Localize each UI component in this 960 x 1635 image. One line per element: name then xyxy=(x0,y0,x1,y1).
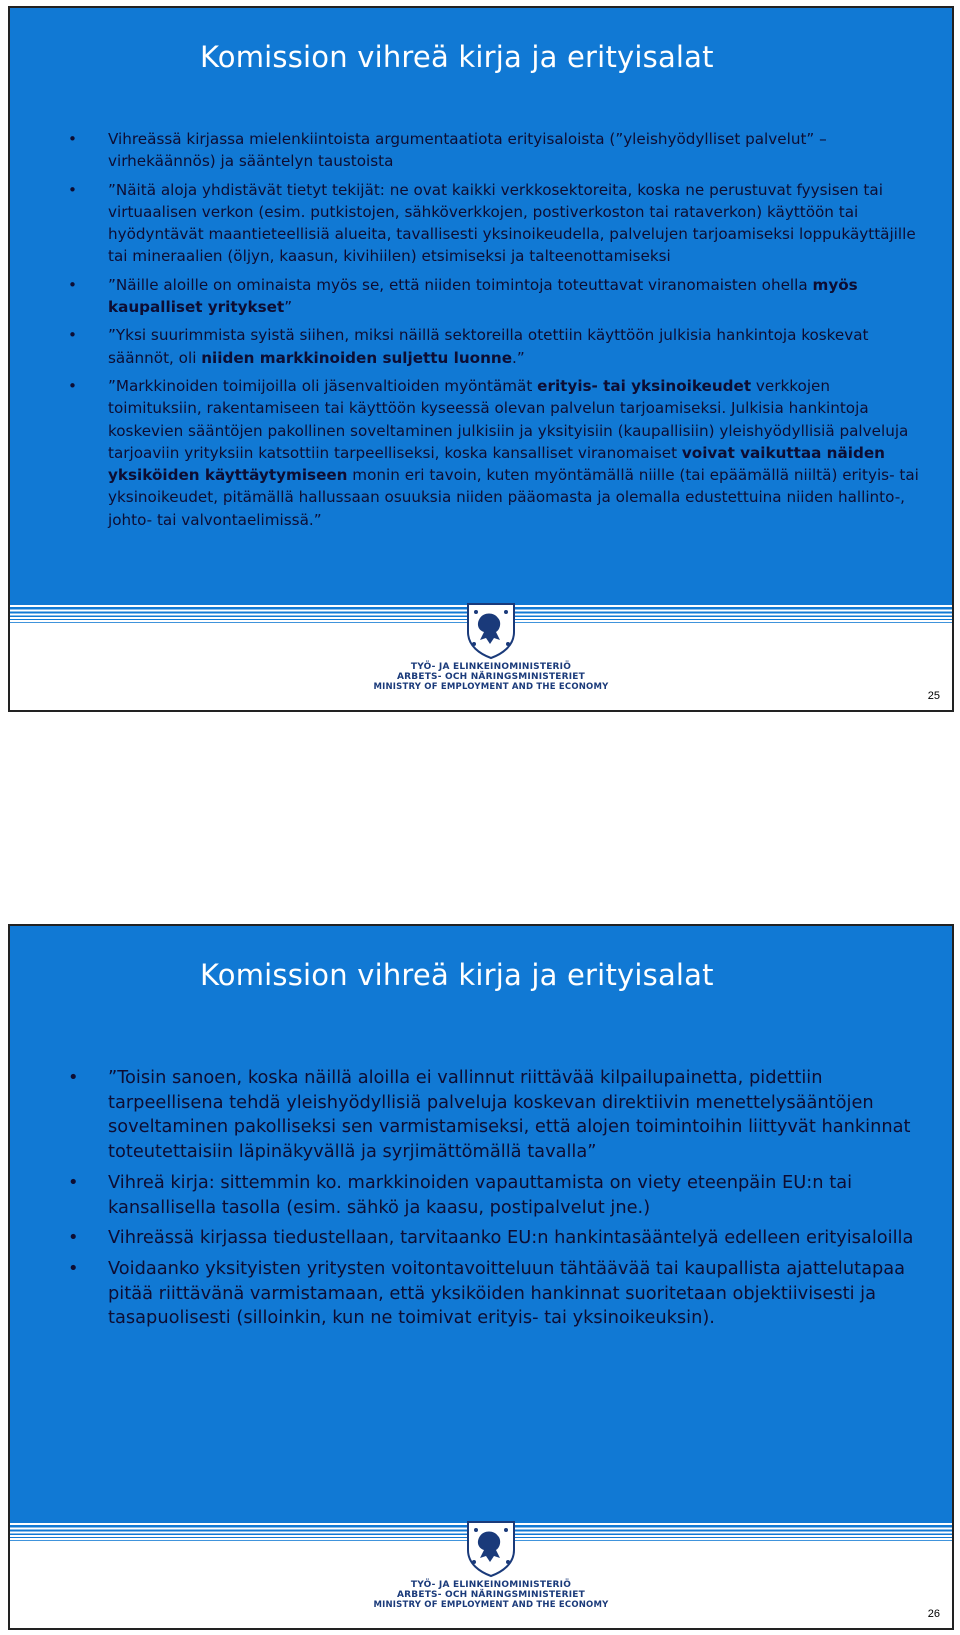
bullet-item: • ”Yksi suurimmista syistä siihen, miksi näillä sektoreilla otettiin käyttöön julkisia hankintoja koskevat säännöt, oli niiden markkinoiden suljettu luonne.” xyxy=(68,326,869,367)
bullet-dot-icon: • xyxy=(68,326,77,345)
bullet-dot-icon: • xyxy=(68,1171,79,1193)
bullet-dot-icon: • xyxy=(68,180,77,199)
emphasis-text: niiden markkinoiden suljettu luonne xyxy=(201,348,513,367)
bullet-list xyxy=(68,1066,924,1337)
bullet-dot-icon: • xyxy=(68,376,77,395)
bullet-item: • Vihreä kirja: sittemmin ko. markkinoiden vapauttamista on viety eteenpäin EU:n tai kansallisella tasolla (esim. sähkö ja kaasu, postipalvelut jne.) xyxy=(68,1171,853,1218)
bullet-item: • Vihreässä kirjassa mielenkiintoista argumentaatiota erityisaloista (”yleishyödylliset palvelut” – virhekäännös) ja sääntelyn taustoista xyxy=(68,130,827,171)
page-number: 26 xyxy=(927,1608,940,1620)
slide-title: Komission vihreä kirja ja erityisalat xyxy=(200,40,714,74)
emphasis-text: myös kaupalliset yritykset xyxy=(108,275,858,317)
bullet-item: • ”Näille aloille on ominaista myös se, että niiden toimintoja toteuttavat viranomaisten ohella myös kaupalliset yritykset” xyxy=(68,275,858,317)
bullet-item: • Voidaanko yksityisten yritysten voitontavoitteluun tähtäävää tai kaupallista ajattelutapaa pitää riittävänä varmistamaan, että yksiköiden hankinnat suoritetaan objektiivisesti ja tasapuolisesti (silloinkin, kun ne toimivat erityis- tai yksinoikeuksin). xyxy=(68,1257,906,1329)
bullet-list xyxy=(68,128,924,537)
bullet-dot-icon: • xyxy=(68,130,77,148)
ministry-logo: TYÖ- JA ELINKEINOMINISTERIÖ ARBETS- OCH NÄRINGSMINISTERIET MINISTRY OF EMPLOYMENT AND THE ECONOMY xyxy=(373,662,609,692)
slide-26 xyxy=(8,924,954,1630)
bullet-dot-icon: • xyxy=(68,275,77,294)
slide-title: Komission vihreä kirja ja erityisalat xyxy=(200,958,714,992)
bullet-item: • Vihreässä kirjassa tiedustellaan, tarvitaanko EU:n hankintasääntelyä edelleen erityisaloilla xyxy=(68,1226,924,1251)
finnish-lion-crest-icon xyxy=(460,1518,522,1580)
ministry-logo: TYÖ- JA ELINKEINOMINISTERIÖ ARBETS- OCH NÄRINGSMINISTERIET MINISTRY OF EMPLOYMENT AND THE ECONOMY xyxy=(373,1580,609,1610)
page-number: 25 xyxy=(927,690,940,702)
bullet-item: • ”Toisin sanoen, koska näillä aloilla ei vallinnut riittävää kilpailupainetta, pidettiin tarpeellisena tehdä yleishyödyllisiä palveluja koskevan direktiivin menettelysääntöjen soveltaminen pakolliseksi sen varmistamiseksi, että alojen toimintoihin liittyvät hankinnat toteutettaisiin läpinäkyvällä ja syrjimättömällä tavalla” xyxy=(68,1067,911,1163)
emphasis-text: erityis- tai yksinoikeudet xyxy=(537,376,752,395)
bullet-dot-icon: • xyxy=(68,1257,79,1279)
bullet-item: • ”Markkinoiden toimijoilla oli jäsenvaltioiden myöntämät erityis- tai yksinoikeudet verkkojen toimituksiin, rakentamiseen tai käyttöön kyseessä olevan palvelun tarjoamiseksi. Julkisia hankintoja koskevien sääntöjen pakollinen soveltaminen julkisiin ja yksityisiin (kaupallisiin) yleishyödyllisiä palveluja tarjoaviin yrityksiin katsottiin tarpeelliseksi, koska kansalliset viranomaiset voivat vaikuttaa näiden yksiköiden käyttäytymiseen monin eri tavoin, kuten myöntämällä niille (tai epäämällä niiltä) erityis- tai yksinoikeudet, pitämällä hallussaan osuuksia niiden pääomasta ja olemalla edustettuina niiden hallinto-, johto- tai valvontaelimissä.” xyxy=(68,376,919,529)
slide-25 xyxy=(8,6,954,712)
bullet-dot-icon: • xyxy=(68,1067,79,1088)
bullet-item: • ”Näitä aloja yhdistävät tietyt tekijät: ne ovat kaikki verkkosektoreita, koska ne perustuvat fyysisen tai virtuaalisen verkon (esim. putkistojen, sähköverkkojen, postiverkoston tai rataverkon) käyttöön tai hyödyntävät maantieteellisiä alueita, tavallisesti yksinoikeudella, palvelujen tarjoamiseksi loppukäyttäjille tai mineraalien (öljyn, kaasun, kivihiilen) etsimiseksi ja talteenottamiseksi xyxy=(68,180,916,266)
bullet-dot-icon: • xyxy=(68,1227,79,1249)
finnish-lion-crest-icon xyxy=(460,600,522,662)
emphasis-text: voivat vaikuttaa näiden yksiköiden käyttäytymiseen xyxy=(108,443,885,485)
